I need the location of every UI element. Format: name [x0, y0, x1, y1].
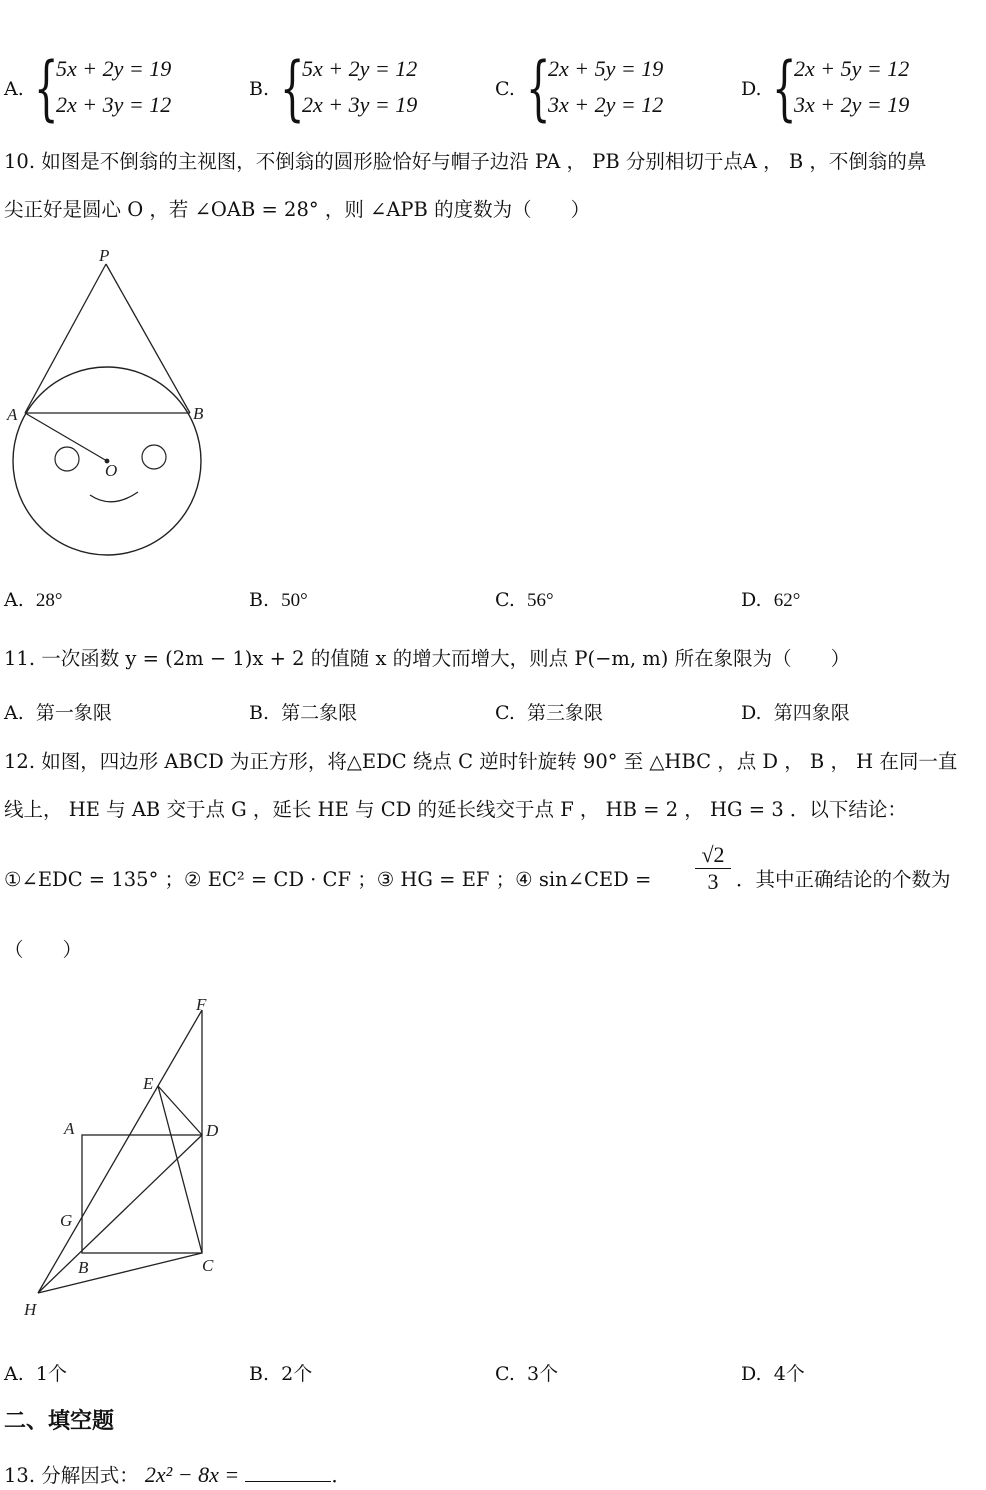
equation: 2x + 3y = 12 [56, 92, 172, 117]
segment-ao [25, 413, 107, 461]
equation: 5x + 2y = 12 [302, 56, 418, 81]
option-label: C. [495, 589, 515, 611]
option-label: A. [4, 589, 24, 611]
q12-option-b [249, 1359, 312, 1386]
fraction-denominator: 3 [707, 869, 719, 894]
left-eye [55, 447, 79, 471]
q10-option-a [4, 589, 62, 612]
q9-option-b-label: B. [249, 78, 270, 100]
q12-option-d [741, 1359, 805, 1386]
q12-option-a [4, 1359, 67, 1386]
q10-option-d [741, 589, 800, 612]
q10-option-b [249, 589, 308, 612]
option-label: D. [741, 702, 762, 724]
option-value: 2个 [281, 1363, 313, 1385]
q10-text-line2: 尖正好是圆心 O ，若 ∠OAB = 28° ，则 ∠APB 的度数为（ ） [4, 198, 591, 221]
option-value: 第三象限 [527, 702, 604, 724]
q11-text: 11. 一次函数 y = (2m − 1)x + 2 的值随 x 的增大而增大，则点 P(−m, m) 所在象限为（ ） [4, 647, 851, 670]
option-value: 28° [35, 590, 63, 611]
brace-icon: { [280, 47, 305, 129]
equation: 5x + 2y = 19 [56, 56, 172, 81]
option-value: 第二象限 [281, 702, 358, 724]
q9-option-c-label: C. [495, 78, 515, 100]
equation: 3x + 2y = 19 [794, 92, 910, 117]
q12-text-line4: （ ） [4, 938, 83, 961]
q12-text-line3-tail: ．其中正确结论的个数为 [736, 868, 951, 891]
q13-expression: 2x² − 8x = [144, 1462, 240, 1487]
label-e: E [143, 1074, 154, 1093]
option-label: C. [495, 702, 515, 724]
q13-suffix: ． [331, 1464, 351, 1487]
option-label: B. [249, 589, 270, 611]
option-value: 1个 [35, 1363, 67, 1385]
option-value: 4个 [773, 1363, 805, 1385]
label-g: G [60, 1211, 73, 1230]
option-label: B. [249, 1363, 270, 1385]
label-o: O [105, 461, 118, 480]
q12-text-line3: ①∠EDC = 135° ；② EC² = CD · CF ；③ HG = EF ；④ sin∠CED = [4, 868, 652, 891]
q12-fraction [695, 842, 731, 895]
option-value: 50° [281, 590, 308, 611]
option-label: B. [249, 702, 270, 724]
label-b: B [78, 1258, 89, 1277]
q13-prefix: 13. 分解因式： [4, 1464, 139, 1487]
q9-option-d-system [772, 47, 952, 129]
option-value: 3个 [527, 1363, 559, 1385]
option-label: D. [741, 1363, 762, 1385]
option-value: 第四象限 [773, 702, 850, 724]
equation: 2x + 3y = 19 [302, 92, 418, 117]
q9-option-c-system [526, 47, 706, 129]
label-f: F [196, 995, 207, 1014]
label-h: H [24, 1300, 37, 1319]
option-label: D. [741, 589, 762, 611]
q12-text-line2: 线上， HE 与 AB 交于点 G ，延长 HE 与 CD 的延长线交于点 F ， HB = 2 ， HG = 3 ．以下结论： [4, 798, 907, 821]
option-value: 第一象限 [35, 702, 112, 724]
label-a: A [64, 1119, 75, 1138]
q12-figure [0, 990, 260, 1330]
q11-option-d [741, 698, 850, 725]
q10-option-c [495, 589, 554, 612]
q10-text-line1: 10. 如图是不倒翁的主视图，不倒翁的圆形脸恰好与帽子边沿 PA ， PB 分别相切于点A ， B ，不倒翁的鼻 [4, 150, 927, 173]
equation: 2x + 5y = 19 [548, 56, 664, 81]
label-a: A [7, 405, 18, 424]
brace-icon: { [34, 47, 59, 129]
q12-text-line1: 12. 如图，四边形 ABCD 为正方形，将△EDC 绕点 C 逆时针旋转 90° 至 △HBC ，点 D ， B ， H 在同一直 [4, 750, 958, 773]
tangent-pb [106, 264, 190, 413]
q9-option-a-label: A. [4, 78, 24, 100]
option-label: C. [495, 1363, 515, 1385]
option-label: A. [4, 1363, 24, 1385]
segment-fh [38, 1010, 202, 1293]
brace-icon: { [772, 47, 797, 129]
brace-icon: { [526, 47, 551, 129]
q10-figure [0, 240, 220, 560]
label-c: C [202, 1256, 214, 1275]
equation: 2x + 5y = 12 [794, 56, 910, 81]
segment-ch [38, 1253, 202, 1293]
fraction-numerator: √2 [695, 842, 731, 869]
option-label: A. [4, 702, 24, 724]
label-d: D [206, 1121, 219, 1140]
label-p: P [99, 246, 110, 265]
q13-line [4, 1460, 351, 1488]
option-value: 56° [527, 590, 554, 611]
q9-option-d-label: D. [741, 78, 762, 100]
q11-option-b [249, 698, 357, 725]
label-b: B [193, 404, 204, 423]
right-eye [142, 445, 166, 469]
equation: 3x + 2y = 12 [548, 92, 664, 117]
q9-option-b-system [280, 47, 460, 129]
q12-option-c [495, 1359, 558, 1386]
option-value: 62° [773, 590, 801, 611]
answer-blank[interactable] [245, 1463, 331, 1482]
tangent-pa [25, 264, 106, 413]
smile [90, 492, 138, 502]
q9-option-a-system [34, 47, 214, 129]
section-heading: 二、填空题 [4, 1409, 115, 1434]
q11-option-c [495, 698, 603, 725]
q11-option-a [4, 698, 112, 725]
